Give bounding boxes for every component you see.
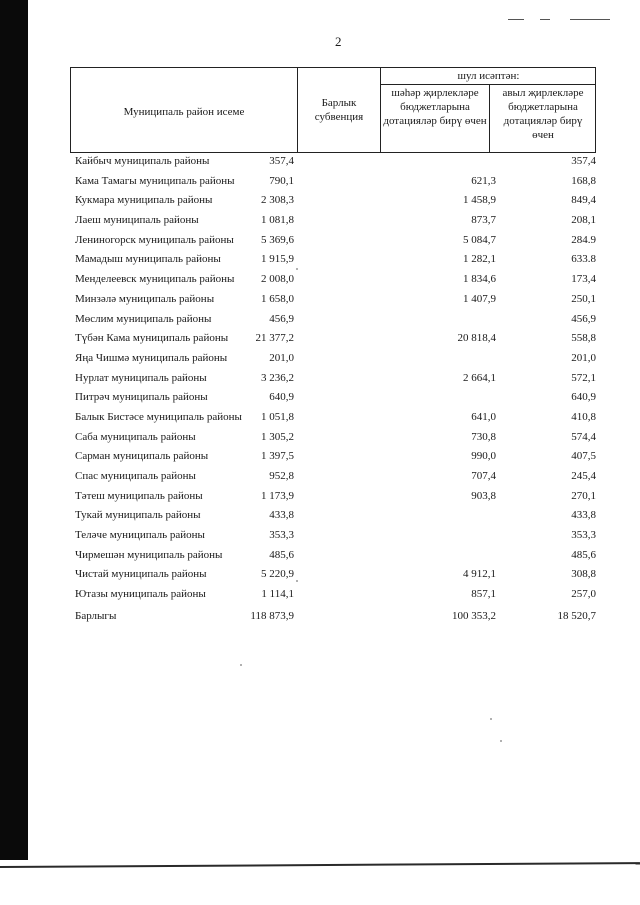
table-row	[72, 310, 596, 330]
total-subvention-cell: 1 114,1	[261, 588, 294, 601]
table-row	[72, 487, 596, 507]
total-subvention-cell: 21 377,2	[255, 332, 294, 345]
district-name-cell: Кукмара муниципаль районы	[75, 194, 213, 207]
rural-settlements-cell: 574,4	[571, 430, 596, 443]
district-name-cell: Лениногорск муниципаль районы	[75, 233, 234, 246]
rural-settlements-cell: 633.8	[571, 253, 596, 266]
total-subvention-cell: 2 308,3	[261, 194, 294, 207]
scan-speck	[500, 740, 502, 742]
city-settlements-cell: 903,8	[471, 489, 496, 502]
rural-settlements-cell: 640,9	[571, 391, 596, 404]
rural-settlements-cell: 558,8	[571, 332, 596, 345]
total-subvention-cell: 353,3	[269, 529, 294, 542]
city-settlements-cell: 4 912,1	[463, 568, 496, 581]
city-settlements-cell: 5 084,7	[463, 233, 496, 246]
table-header	[70, 67, 596, 153]
table-row	[72, 585, 596, 605]
rural-settlements-cell: 410,8	[571, 410, 596, 423]
district-name-cell: Түбән Кама муниципаль районы	[75, 332, 229, 345]
rural-settlements-cell: 173,4	[571, 273, 596, 286]
district-name-cell: Мөслим муниципаль районы	[75, 312, 212, 325]
rural-settlements-cell: 257,0	[571, 588, 596, 601]
total-subvention-cell: 118 873,9	[250, 609, 294, 622]
city-settlements-cell: 2 664,1	[463, 371, 496, 384]
table-total-row	[72, 607, 596, 627]
rural-settlements-cell: 353,3	[571, 529, 596, 542]
total-subvention-cell: 3 236,2	[261, 371, 294, 384]
rural-settlements-cell: 250,1	[571, 292, 596, 305]
district-name-cell: Чистай муниципаль районы	[75, 568, 207, 581]
table-row	[72, 329, 596, 349]
table-row	[72, 546, 596, 566]
total-subvention-cell: 1 081,8	[261, 214, 294, 227]
scan-mark	[540, 19, 550, 20]
table-row	[72, 290, 596, 310]
city-settlements-cell: 857,1	[471, 588, 496, 601]
scan-mark	[570, 19, 610, 20]
city-settlements-cell: 873,7	[471, 214, 496, 227]
total-subvention-cell: 952,8	[269, 470, 294, 482]
total-subvention-cell: 2 008,0	[261, 273, 294, 286]
scan-speck	[490, 718, 492, 720]
rural-settlements-cell: 284.9	[571, 233, 596, 246]
rural-settlements-cell: 357,4	[571, 155, 596, 167]
scan-speck	[240, 664, 242, 666]
rural-settlements-cell: 208,1	[571, 214, 596, 227]
rural-settlements-cell: 572,1	[571, 371, 596, 384]
district-name-cell: Яңа Чишмә муниципаль районы	[75, 351, 228, 364]
header-district-name: Муниципаль район исеме	[123, 106, 245, 118]
header-divider	[489, 84, 490, 152]
total-subvention-cell: 433,8	[269, 509, 294, 522]
district-name-cell: Чирмешән муниципаль районы	[75, 548, 223, 561]
table-row	[72, 231, 596, 251]
district-name-cell: Ютазы муниципаль районы	[75, 588, 206, 601]
total-subvention-cell: 790,1	[269, 174, 294, 187]
scan-mark	[508, 19, 524, 20]
district-name-cell: Тукай муниципаль районы	[75, 509, 201, 522]
table-row	[72, 349, 596, 369]
district-name-cell: Тәтеш муниципаль районы	[75, 489, 203, 502]
district-name-cell: Кайбыч муниципаль районы	[75, 155, 210, 167]
header-rural-settlements: авыл җирлекләре бюджетларына дотацияләр бирү өчен	[502, 87, 584, 141]
city-settlements-cell: 730,8	[471, 430, 496, 443]
header-divider	[380, 84, 595, 85]
rural-settlements-cell: 407,5	[571, 450, 596, 463]
district-name-cell: Нурлат муниципаль районы	[75, 371, 207, 384]
table-row	[72, 526, 596, 546]
subvention-table-body	[72, 152, 596, 627]
city-settlements-cell: 100 353,2	[452, 609, 496, 622]
rural-settlements-cell: 201,0	[571, 351, 596, 364]
scan-speck	[296, 268, 298, 270]
city-settlements-cell: 1 407,9	[463, 292, 496, 305]
table-row	[72, 428, 596, 448]
district-name-cell: Спас муниципаль районы	[75, 470, 196, 482]
header-divider	[297, 68, 298, 152]
district-name-cell: Балык Бистәсе муниципаль районы	[75, 410, 242, 423]
total-subvention-cell: 1 305,2	[261, 430, 294, 443]
page-number: 2	[335, 34, 342, 49]
header-including: шул исәптән:	[457, 70, 520, 82]
table-row	[72, 250, 596, 270]
city-settlements-cell: 1 834,6	[463, 273, 496, 286]
table-row	[72, 447, 596, 467]
scan-bottom-edge	[0, 862, 640, 868]
total-subvention-cell: 1 051,8	[261, 410, 294, 423]
district-name-cell: Кама Тамагы муниципаль районы	[75, 174, 235, 187]
city-settlements-cell: 20 818,4	[457, 332, 496, 345]
table-row	[72, 270, 596, 290]
total-subvention-cell: 640,9	[269, 391, 294, 404]
total-subvention-cell: 1 915,9	[261, 253, 294, 266]
rural-settlements-cell: 308,8	[571, 568, 596, 581]
total-subvention-cell: 1 397,5	[261, 450, 294, 463]
table-row	[72, 172, 596, 192]
total-subvention-cell: 201,0	[269, 351, 294, 364]
district-name-cell: Лаеш муниципаль районы	[75, 214, 199, 227]
rural-settlements-cell: 849,4	[571, 194, 596, 207]
rural-settlements-cell: 245,4	[571, 470, 596, 482]
rural-settlements-cell: 168,8	[571, 174, 596, 187]
total-subvention-cell: 1 658,0	[261, 292, 294, 305]
header-total-subvention: Барлык субвенция	[314, 97, 364, 123]
rural-settlements-cell: 456,9	[571, 312, 596, 325]
table-row	[72, 467, 596, 487]
rural-settlements-cell: 485,6	[571, 548, 596, 561]
scan-edge-shadow	[0, 0, 28, 860]
city-settlements-cell: 1 458,9	[463, 194, 496, 207]
city-settlements-cell: 707,4	[471, 470, 496, 482]
district-name-cell: Минзәлә муниципаль районы	[75, 292, 215, 305]
district-name-cell: Мамадыш муниципаль районы	[75, 253, 221, 266]
district-name-cell: Саба муниципаль районы	[75, 430, 196, 443]
total-subvention-cell: 456,9	[269, 312, 294, 325]
scan-speck	[296, 580, 298, 582]
district-name-cell: Сарман муниципаль районы	[75, 450, 209, 463]
city-settlements-cell: 1 282,1	[463, 253, 496, 266]
total-subvention-cell: 5 369,6	[261, 233, 294, 246]
rural-settlements-cell: 270,1	[571, 489, 596, 502]
city-settlements-cell: 990,0	[471, 450, 496, 463]
total-subvention-cell: 1 173,9	[261, 489, 294, 502]
district-name-cell: Питрәч муниципаль районы	[75, 391, 208, 404]
table-row	[72, 191, 596, 211]
table-row	[72, 408, 596, 428]
total-subvention-cell: 5 220,9	[261, 568, 294, 581]
city-settlements-cell: 641,0	[471, 410, 496, 423]
table-row	[72, 369, 596, 389]
table-row	[72, 388, 596, 408]
rural-settlements-cell: 433,8	[571, 509, 596, 522]
total-subvention-cell: 485,6	[269, 548, 294, 561]
table-row	[72, 152, 596, 172]
table-row	[72, 211, 596, 231]
district-name-cell: Теләче муниципаль районы	[75, 529, 205, 542]
total-subvention-cell: 357,4	[269, 155, 294, 167]
city-settlements-cell: 621,3	[471, 174, 496, 187]
rural-settlements-cell: 18 520,7	[557, 609, 596, 622]
header-city-settlements: шәһәр җирлекләре бюджетларына дотацияләр бирү өчен	[383, 87, 487, 127]
table-row	[72, 506, 596, 526]
district-name-cell: Барлыгы	[75, 609, 117, 622]
table-row	[72, 565, 596, 585]
district-name-cell: Менделеевск муниципаль районы	[75, 273, 235, 286]
